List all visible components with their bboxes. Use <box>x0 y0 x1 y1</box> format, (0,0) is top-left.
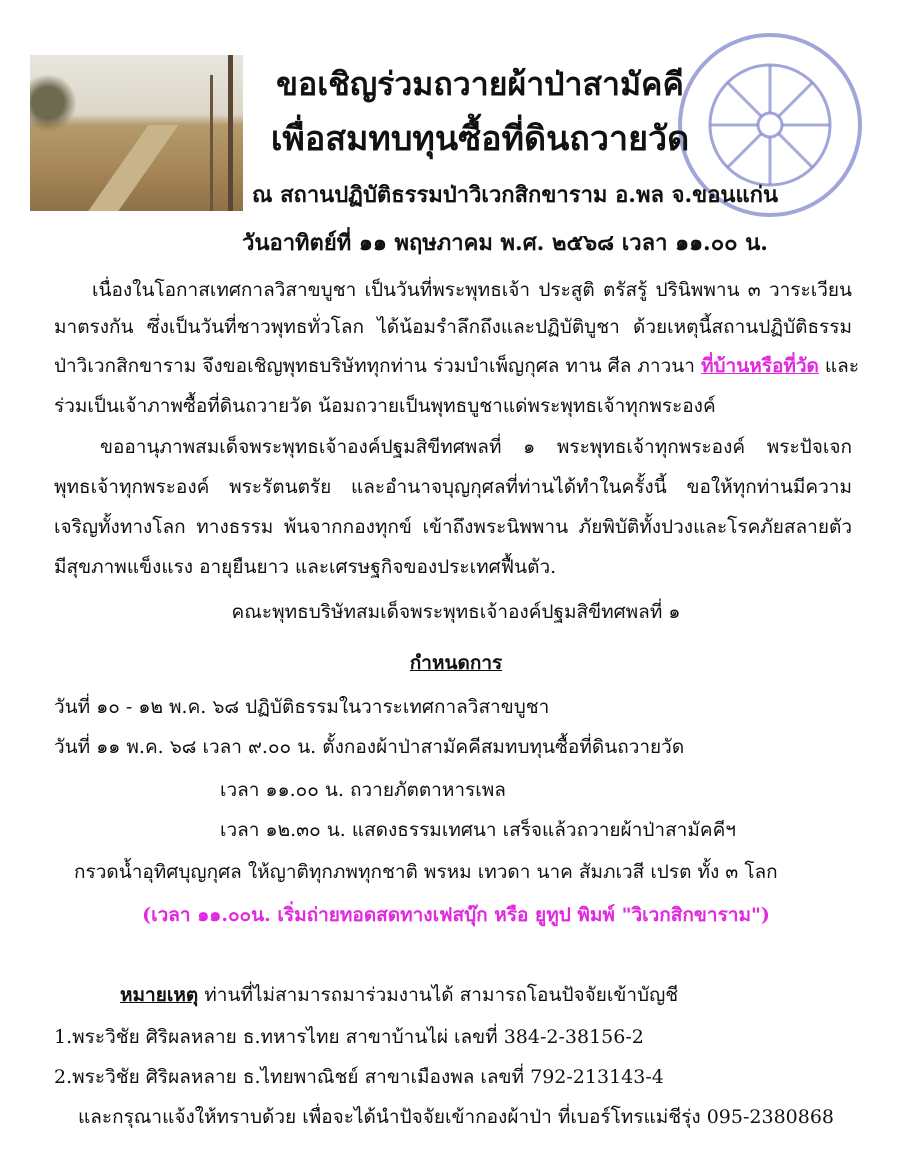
note-line <box>120 982 678 1008</box>
title-line1: ขอเชิญร่วมถวายผ้าป่าสามัคคี <box>276 65 684 103</box>
schedule-item: วันที่ ๑๑ พ.ค. ๖๘ เวลา ๙.๐๐ น. ตั้งกองผ้าป่าสามัคคีสมทบทุนซื้อที่ดินถวายวัด <box>54 736 685 758</box>
note-label: หมายเหตุ <box>120 984 199 1006</box>
event-date: วันอาทิตย์ที่ ๑๑ พฤษภาคม พ.ศ. ๒๕๖๘ เวลา ๑๑.๐๐ น. <box>242 230 768 256</box>
contact-phone: และกรุณาแจ้งให้ทราบด้วย เพื่อจะได้นำปัจจัยเข้ากองผ้าป่า ที่เบอร์โทรแม่ชีรุ่ง 095-2380868 <box>78 1106 835 1128</box>
schedule-item: เวลา ๑๑.๐๐ น. ถวายภัตตาหารเพล <box>220 779 506 801</box>
signature: คณะพุทธบริษัทสมเด็จพระพุทธเจ้าองค์ปฐมสิขีทศพลที่ ๑ <box>231 601 681 623</box>
para2-line2: พุทธเจ้าทุกพระองค์ พระรัตนตรัย และอำนาจบุญกุศลที่ท่านได้ทำในครั้งนี้ ขอให้ทุกท่านมีความ <box>54 476 852 498</box>
bank-account-1: 1.พระวิชัย ศิริผลหลาย ธ.ทหารไทย สาขาบ้านไผ่ เลขที่ 384-2-38156-2 <box>54 1026 644 1048</box>
seal-spoke <box>778 133 812 167</box>
para2-line4: มีสุขภาพแข็งแรง อายุยืนยาว และเศรษฐกิจของประเทศฟื้นตัว. <box>54 556 557 578</box>
para2-line1: ขออานุภาพสมเด็จพระพุทธเจ้าองค์ปฐมสิขีทศพลที่ ๑ พระพุทธเจ้าทุกพระองค์ พระปัจเจก <box>100 436 852 458</box>
highlight-at-home-or-temple: ที่บ้านหรือที่วัด <box>700 355 819 377</box>
para1-line4: ร่วมเป็นเจ้าภาพซื้อที่ดินถวายวัด น้อมถวายเป็นพุทธบูชาแด่พระพุทธเจ้าทุกพระองค์ <box>54 395 716 417</box>
schedule-heading: กำหนดการ <box>409 652 503 674</box>
para1-line3-text: ป่าวิเวกสิกขาราม จึงขอเชิญพุทธบริษัททุกท่าน ร่วมบำเพ็ญกุศล ทาน ศีล ภาวนา <box>54 355 701 377</box>
location: ณ สถานปฏิบัติธรรมป่าวิเวกสิกขาราม อ.พล จ.ขอนแก่น <box>252 182 778 208</box>
schedule-item: วันที่ ๑๐ - ๑๒ พ.ค. ๖๘ ปฏิบัติธรรมในวาระเทศกาลวิสาขบูชา <box>54 696 550 718</box>
para1-line1: เนื่องในโอกาสเทศกาลวิสาขบูชา เป็นวันที่พระพุทธเจ้า ประสูติ ตรัสรู้ ปรินิพพาน ๓ วาระเวียน <box>92 279 852 301</box>
para1-line2: มาตรงกัน ซึ่งเป็นวันที่ชาวพุทธทั่วโลก ได้น้อมรำลึกถึงและปฏิบัติบูชา ด้วยเหตุนี้สถานปฏิบัติธรรม <box>54 316 852 338</box>
livestream-note: (เวลา ๑๑.๐๐น. เริ่มถ่ายทอดสดทางเฟสบุ๊ก หรือ ยูทูป พิมพ์ "วิเวกสิกขาราม") <box>142 904 770 926</box>
seal-spoke <box>728 83 762 117</box>
para1-line3-end: และ <box>818 355 860 377</box>
bank-account-2: 2.พระวิชัย ศิริผลหลาย ธ.ไทยพาณิชย์ สาขาเมืองพล เลขที่ 792-213143-4 <box>54 1066 664 1088</box>
title-line2: เพื่อสมทบทุนซื้อที่ดินถวายวัด <box>270 119 690 159</box>
schedule-item: เวลา ๑๒.๓๐ น. แสดงธรรมเทศนา เสร็จแล้วถวายผ้าป่าสามัคคีฯ <box>220 819 736 841</box>
land-photo <box>30 55 243 211</box>
seal-spoke <box>778 83 812 117</box>
seal-spoke <box>728 133 762 167</box>
note-text: ท่านที่ไม่สามารถมาร่วมงานได้ สามารถโอนปัจจัยเข้าบัญชี <box>198 984 679 1006</box>
para2-line3: เจริญทั้งทางโลก ทางธรรม พ้นจากกองทุกข์ เข้าถึงพระนิพพาน ภัยพิบัติทั้งปวงและโรคภัยสลายตัว <box>54 516 852 538</box>
para1-line3 <box>54 353 860 379</box>
schedule-item: กรวดน้ำอุทิศบุญกุศล ให้ญาติทุกภพทุกชาติ พรหม เทวดา นาค สัมภเวสี เปรต ทั้ง ๓ โลก <box>74 861 778 883</box>
